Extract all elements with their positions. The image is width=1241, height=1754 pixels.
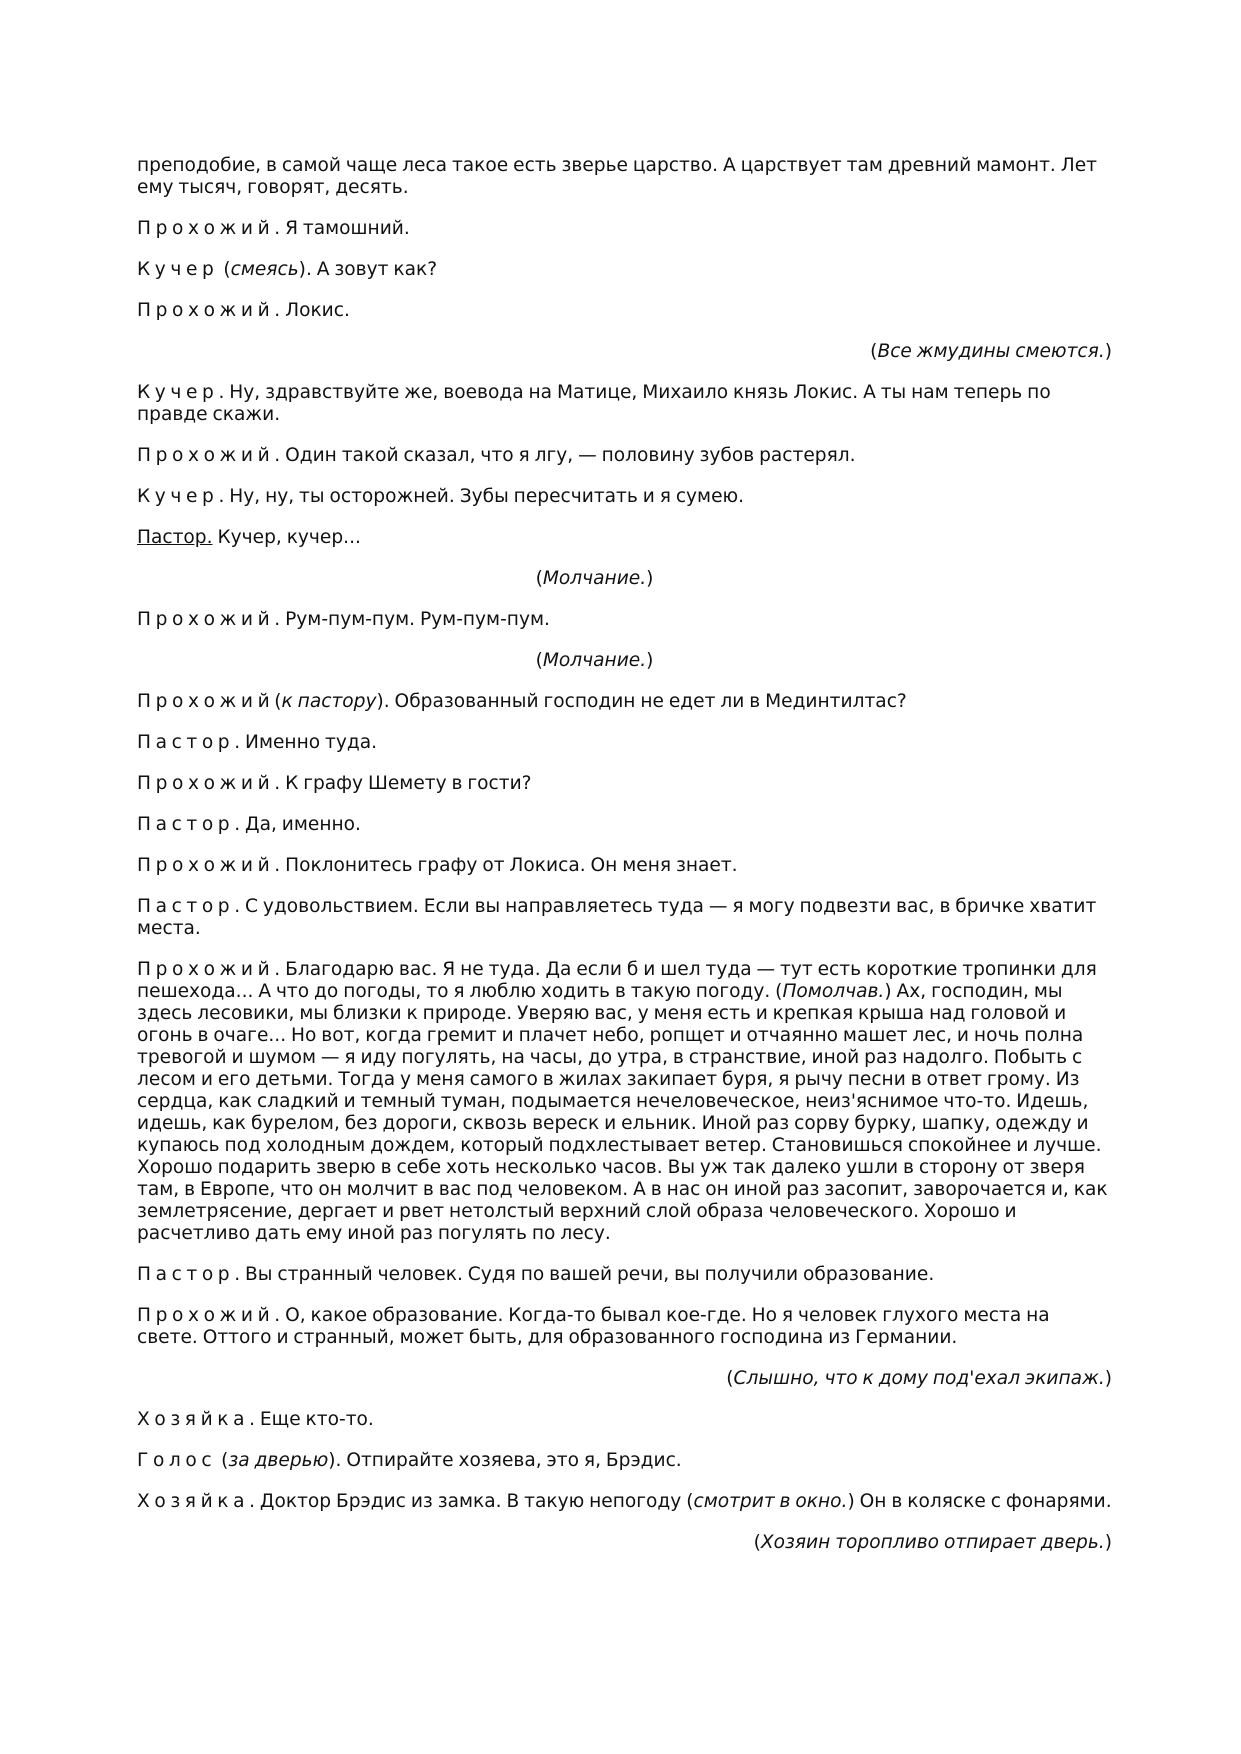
- speaker-name: Прохожий: [137, 445, 275, 466]
- speaker-name: Прохожий: [137, 855, 275, 876]
- stage-direction: Молчание.: [542, 650, 647, 671]
- line-text: . О, какое образование. Когда-то бывал кое-где. Но я человек глухого места на свете. Оттого и странный, может быть, для образованного господина из Германии.: [137, 1305, 1050, 1348]
- dialogue-line: [137, 382, 1112, 426]
- dialogue-line: [137, 1305, 1112, 1349]
- speaker-name: Прохожий: [137, 959, 275, 980]
- speaker-name: Хозяйка: [137, 1491, 250, 1512]
- stage-direction: Хозяин торопливо отпирает дверь.: [760, 1532, 1105, 1553]
- dialogue-line: [137, 218, 1112, 240]
- speaker-name: Кучер: [137, 259, 219, 280]
- line-text: . Да, именно.: [234, 814, 361, 835]
- stage-direction: смеясь: [230, 259, 299, 280]
- stage-direction: Все жмудины смеются.: [877, 341, 1105, 362]
- speaker-name: Пастор: [137, 814, 235, 835]
- line-text: . Доктор Брэдис из замка. В такую непогоду: [249, 1491, 687, 1512]
- dialogue-line: [137, 445, 1112, 467]
- line-text: . Рум-пум-пум. Рум-пум-пум.: [274, 609, 550, 630]
- speaker-name: Прохожий: [137, 773, 275, 794]
- line-text: . Поклонитесь графу от Локиса. Он меня знает.: [274, 855, 738, 876]
- stage-direction: Помолчав.: [782, 981, 885, 1002]
- speaker-name: Пастор: [137, 1264, 235, 1285]
- dialogue-line: [137, 896, 1112, 940]
- line-text: . Еще кто-то.: [249, 1409, 374, 1430]
- line-text: . Вы странный человек. Судя по вашей речи, вы получили образование.: [234, 1264, 935, 1285]
- speaker-name: Пастор.: [137, 527, 213, 548]
- stage-direction: Слышно, что к дому под'ехал экипаж.: [733, 1368, 1105, 1389]
- line-text: . Я тамошний.: [274, 218, 410, 239]
- speaker-name: Кучер: [137, 382, 219, 403]
- stage-direction-line: (Молчание.): [535, 568, 654, 589]
- line-text: Кучер, кучер...: [212, 527, 361, 548]
- stage-direction-line: (Слышно, что к дому под'ехал экипаж.): [726, 1368, 1112, 1389]
- dialogue-line: Прохожий(к пастору). Образованный господин не едет ли в Мединтилтас?: [137, 691, 907, 712]
- dialogue-line: [137, 814, 1112, 836]
- stage-direction: к пастору: [281, 691, 377, 712]
- line-text: . Именно туда.: [234, 732, 378, 753]
- dialogue-line: Хозяйка. Доктор Брэдис из замка. В такую непогоду (смотрит в окно.) Он в коляске с фонарями.: [137, 1491, 1112, 1512]
- paragraph: [137, 155, 1112, 199]
- speaker-name: Прохожий: [137, 691, 275, 712]
- stage-direction-line: (Все жмудины смеются.): [870, 341, 1112, 362]
- line-text: . К графу Шемету в гости?: [274, 773, 532, 794]
- document-page: [137, 155, 1112, 1573]
- dialogue-line: [137, 1409, 1112, 1431]
- stage-direction: Молчание.: [542, 568, 647, 589]
- dialogue-line: [137, 732, 1112, 754]
- line-text: . Образованный господин не едет ли в Мединтилтас?: [383, 691, 907, 712]
- dialogue-line: [137, 1264, 1112, 1286]
- speaker-name: Пастор: [137, 732, 235, 753]
- speaker-name: Прохожий: [137, 218, 275, 239]
- speaker-name: Кучер: [137, 486, 219, 507]
- stage-direction-line: (Молчание.): [535, 650, 654, 671]
- speaker-name: Хозяйка: [137, 1409, 250, 1430]
- speaker-name: Голос: [137, 1450, 217, 1471]
- dialogue-line: [137, 773, 1112, 795]
- line-text-continued: Ах, господин, мы здесь лесовики, мы близки к природе. Уверяю вас, у меня есть и крепкая крыша над головой и огонь в очаге... Но вот, когда гремит и плачет небо, ропщет и отчаянно машет лес, и ночь полна тревогой и шумом — я иду погулять, на часы, до утра, в странствие, иной раз надолго. Побыть с лесом и его детьми. Тогда у меня самого в жилах закипает буря, я рычу песни в ответ грому. Из сердца, как сладкий и темный туман, подымается нечеловеческое, неиз'яснимое что-то. Идешь, идешь, как бурелом, без дороги, сквозь вереск и ельник. Иной раз сорву бурку, шапку, одежду и купаюсь под холодным дождем, который подхлестывает ветер. Становишься спокойнее и лучше. Хорошо подарить зверю в себе хоть несколько часов. Вы уж так далеко ушли в сторону от зверя там, в Европе, что он молчит в вас под человеком. А в нас он иной раз засопит, заворочается и, как землетрясение, дергает и рвет нетолстый верхний слой образа человеческого. Хорошо и расчетливо дать ему иной раз погулять по лесу.: [137, 981, 1108, 1244]
- speaker-name: Прохожий: [137, 609, 275, 630]
- dialogue-line: Голос (за дверью). Отпирайте хозяева, это я, Брэдис.: [137, 1450, 682, 1471]
- dialogue-line: Прохожий. Благодарю вас. Я не туда. Да если б и шел туда — тут есть короткие тропинки для пешехода... А что до погоды, то я люблю ходить в такую погоду. (Помолчав.) Ах, господин, мы здесь лесовики, мы близки к природе. Уверяю вас, у меня есть и крепкая крыша над головой и огонь в очаге... Но вот, когда гремит и плачет небо, ропщет и отчаянно машет лес, и ночь полна тревогой и шумом — я иду погулять, на часы, до утра, в странствие, иной раз надолго. Побыть с лесом и его детьми. Тогда у меня самого в жилах закипает буря, я рычу песни в ответ грому. Из сердца, как сладкий и темный туман, подымается нечеловеческое, неиз'яснимое что-то. Идешь, идешь, как бурелом, без дороги, сквозь вереск и ельник. Иной раз сорву бурку, шапку, одежду и купаюсь под холодным дождем, который подхлестывает ветер. Становишься спокойнее и лучше. Хорошо подарить зверю в себе хоть несколько часов. Вы уж так далеко ушли в сторону от зверя там, в Европе, что он молчит в вас под человеком. А в нас он иной раз засопит, заворочается и, как землетрясение, дергает и рвет нетолстый верхний слой образа человеческого. Хорошо и расчетливо дать ему иной раз погулять по лесу.: [137, 959, 1108, 1244]
- line-text: . Один такой сказал, что я лгу, — половину зубов растерял.: [274, 445, 856, 466]
- dialogue-line: [137, 609, 1112, 631]
- speaker-name: Прохожий: [137, 300, 275, 321]
- narrative-text: преподобие, в самой чаще леса такое есть зверье царство. А царствует там древний мамонт. Лет ему тысяч, говорят, десять.: [137, 155, 1097, 198]
- dialogue-line: [137, 300, 1112, 322]
- stage-direction-line: (Хозяин торопливо отпирает дверь.): [753, 1532, 1112, 1553]
- speaker-name: Пастор: [137, 896, 235, 917]
- line-text: . Локис.: [274, 300, 350, 321]
- speaker-name: Прохожий: [137, 1305, 275, 1326]
- stage-direction: за дверью: [228, 1450, 329, 1471]
- line-text: . А зовут как?: [305, 259, 438, 280]
- dialogue-line: Кучер (смеясь). А зовут как?: [137, 259, 438, 280]
- line-text: . Отпирайте хозяева, это я, Брэдис.: [335, 1450, 682, 1471]
- stage-direction: смотрит в окно.: [693, 1491, 848, 1512]
- line-text: . Ну, здравствуйте же, воевода на Матице, Михаило князь Локис. А ты нам теперь по правде скажи.: [137, 382, 1051, 425]
- line-text: . Благодарю вас. Я не туда. Да если б и шел туда — тут есть короткие тропинки для пешехода... А что до погоды, то я люблю ходить в такую погоду.: [137, 959, 1097, 1002]
- line-text: . Ну, ну, ты осторожней. Зубы пересчитать и я сумею.: [218, 486, 745, 507]
- dialogue-line: [137, 486, 1112, 508]
- dialogue-line: [137, 527, 1112, 549]
- dialogue-line: [137, 855, 1112, 877]
- line-text-continued: Он в коляске с фонарями.: [854, 1491, 1112, 1512]
- line-text: . С удовольствием. Если вы направляетесь туда — я могу подвезти вас, в бричке хватит места.: [137, 896, 1097, 939]
